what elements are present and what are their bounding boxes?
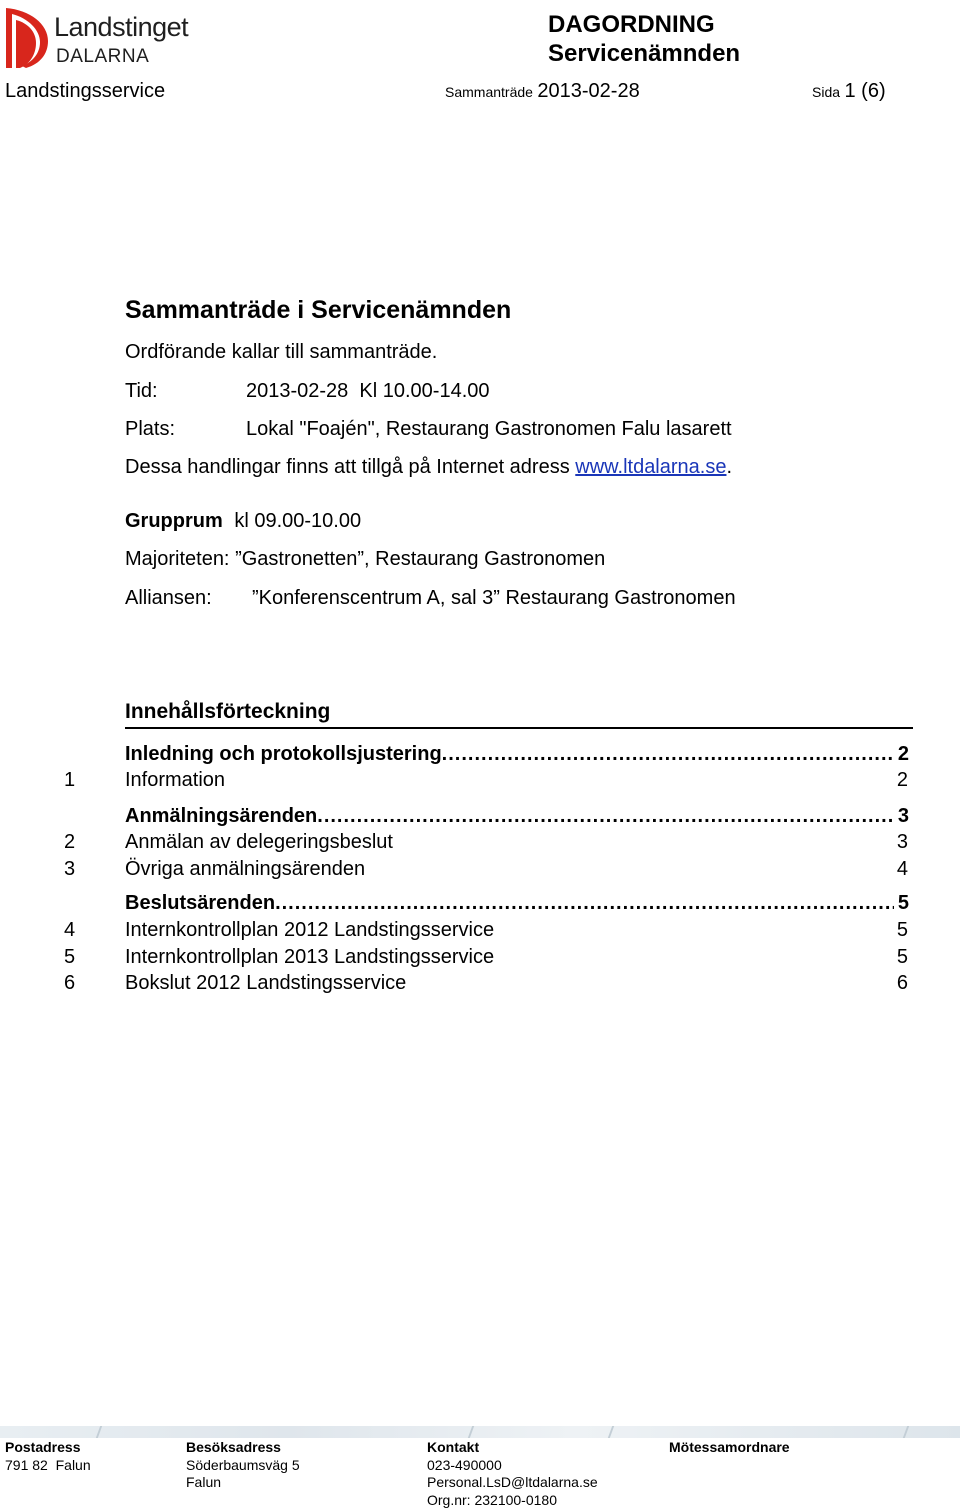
place-label: Plats:	[125, 418, 176, 440]
footer-contact	[427, 1439, 598, 1509]
toc-item-page: 5	[896, 919, 908, 941]
summons-text: Ordförande kallar till sammanträde.	[125, 341, 438, 363]
majority-line	[125, 547, 605, 571]
majority-label: Majoriteten:	[125, 548, 230, 570]
footer-heading: Besöksadress	[186, 1439, 281, 1455]
toc-item-label: Övriga anmälningsärenden	[125, 858, 366, 880]
footer-line: Söderbaumsväg 5	[186, 1456, 300, 1473]
toc-item[interactable]	[0, 829, 960, 855]
majority-value: ”Gastronetten”, Restaurang Gastronomen	[235, 548, 606, 570]
page-indicator	[812, 80, 886, 103]
footer-heading: Kontakt	[427, 1439, 480, 1455]
toc-section-title: Inledning och protokollsjustering	[125, 743, 442, 765]
footer-heading: Postadress	[5, 1439, 81, 1455]
toc-item-page: 3	[896, 831, 908, 853]
toc-item-page: 6	[896, 972, 908, 994]
toc-leader-dots	[317, 803, 894, 829]
department-name: Landstingsservice	[5, 80, 166, 102]
group-room-line	[125, 509, 361, 533]
toc-item-label: Internkontrollplan 2012 Landstingsservice	[125, 919, 495, 941]
toc-item-page: 4	[896, 858, 908, 880]
toc-item-label: Anmälan av delegeringsbeslut	[125, 831, 393, 853]
toc-section-title: Beslutsärenden	[125, 892, 276, 914]
document-committee: Servicenämnden	[548, 40, 741, 67]
footer-heading: Mötessamordnare	[669, 1439, 790, 1455]
footer-line: 791 82 Falun	[5, 1456, 91, 1473]
landstinget-dalarna-logo	[6, 6, 189, 68]
logo-text-line2: DALARNA	[56, 46, 150, 67]
page-label: Sida	[812, 84, 841, 100]
document-type: DAGORDNING	[548, 11, 715, 38]
toc-item-label: Information	[125, 769, 226, 791]
toc-item-number: 3	[64, 858, 76, 880]
documents-end: .	[726, 456, 733, 478]
toc-section[interactable]	[125, 890, 909, 916]
toc-item-number: 2	[64, 831, 76, 853]
documents-line	[125, 455, 732, 479]
toc-item[interactable]	[0, 970, 960, 996]
toc-leader-dots	[275, 890, 894, 916]
toc-item-label: Bokslut 2012 Landstingsservice	[125, 972, 407, 994]
toc-item-label: Internkontrollplan 2013 Landstingsservice	[125, 946, 495, 968]
toc-section[interactable]	[125, 803, 909, 829]
documents-text: Dessa handlingar finns att tillgå på Internet adress	[125, 456, 570, 478]
footer-email[interactable]: Personal.LsD@ltdalarna.se	[427, 1474, 598, 1490]
toc-item[interactable]	[0, 917, 960, 943]
footer-phone: 023-490000	[427, 1456, 502, 1473]
toc-section-page: 5	[897, 892, 909, 914]
meeting-heading: Sammanträde i Servicenämnden	[125, 296, 512, 324]
meeting-date: 2013-02-28	[537, 80, 640, 102]
toc-item-number: 5	[64, 946, 76, 968]
group-room-label: Grupprum	[125, 510, 223, 532]
time-value: 2013-02-28 Kl 10.00-14.00	[246, 380, 490, 402]
toc-leader-dots	[442, 741, 894, 767]
toc-item-page: 5	[896, 946, 908, 968]
toc-item[interactable]	[0, 767, 960, 793]
toc-item-number: 4	[64, 919, 76, 941]
alliance-label: Alliansen:	[125, 587, 212, 609]
footer-postal-address	[5, 1439, 91, 1474]
alliance-value: ”Konferenscentrum A, sal 3” Restaurang Gastronomen	[252, 587, 736, 609]
footer-line: Falun	[186, 1474, 222, 1490]
toc-section-page: 2	[897, 743, 909, 765]
toc-title: Innehållsförteckning	[125, 700, 331, 723]
meeting-label: Sammanträde	[445, 84, 533, 100]
logo-mark-icon	[6, 6, 48, 68]
footer-meeting-coordinator	[669, 1439, 790, 1457]
footer-visit-address	[186, 1439, 300, 1492]
footer-org-number: Org.nr: 232100-0180	[427, 1491, 557, 1508]
page-value: 1 (6)	[844, 80, 886, 102]
website-link[interactable]: www.ltdalarna.se	[575, 456, 727, 478]
toc-divider	[125, 727, 913, 729]
toc-item[interactable]	[0, 856, 960, 882]
toc-section-page: 3	[897, 805, 909, 827]
footer-decorative-band	[0, 1426, 960, 1438]
toc-item-page: 2	[896, 769, 908, 791]
toc-item-number: 6	[64, 972, 76, 994]
logo-text-line1: Landstinget	[54, 12, 189, 42]
toc-section-title: Anmälningsärenden	[125, 805, 318, 827]
toc-section[interactable]	[125, 741, 909, 767]
meeting-info	[445, 80, 640, 103]
toc-item[interactable]	[0, 944, 960, 970]
toc-item-number: 1	[64, 769, 76, 791]
time-label: Tid:	[125, 380, 158, 402]
place-value: Lokal "Foajén", Restaurang Gastronomen Falu lasarett	[246, 418, 732, 440]
group-room-time: kl 09.00-10.00	[234, 510, 362, 532]
